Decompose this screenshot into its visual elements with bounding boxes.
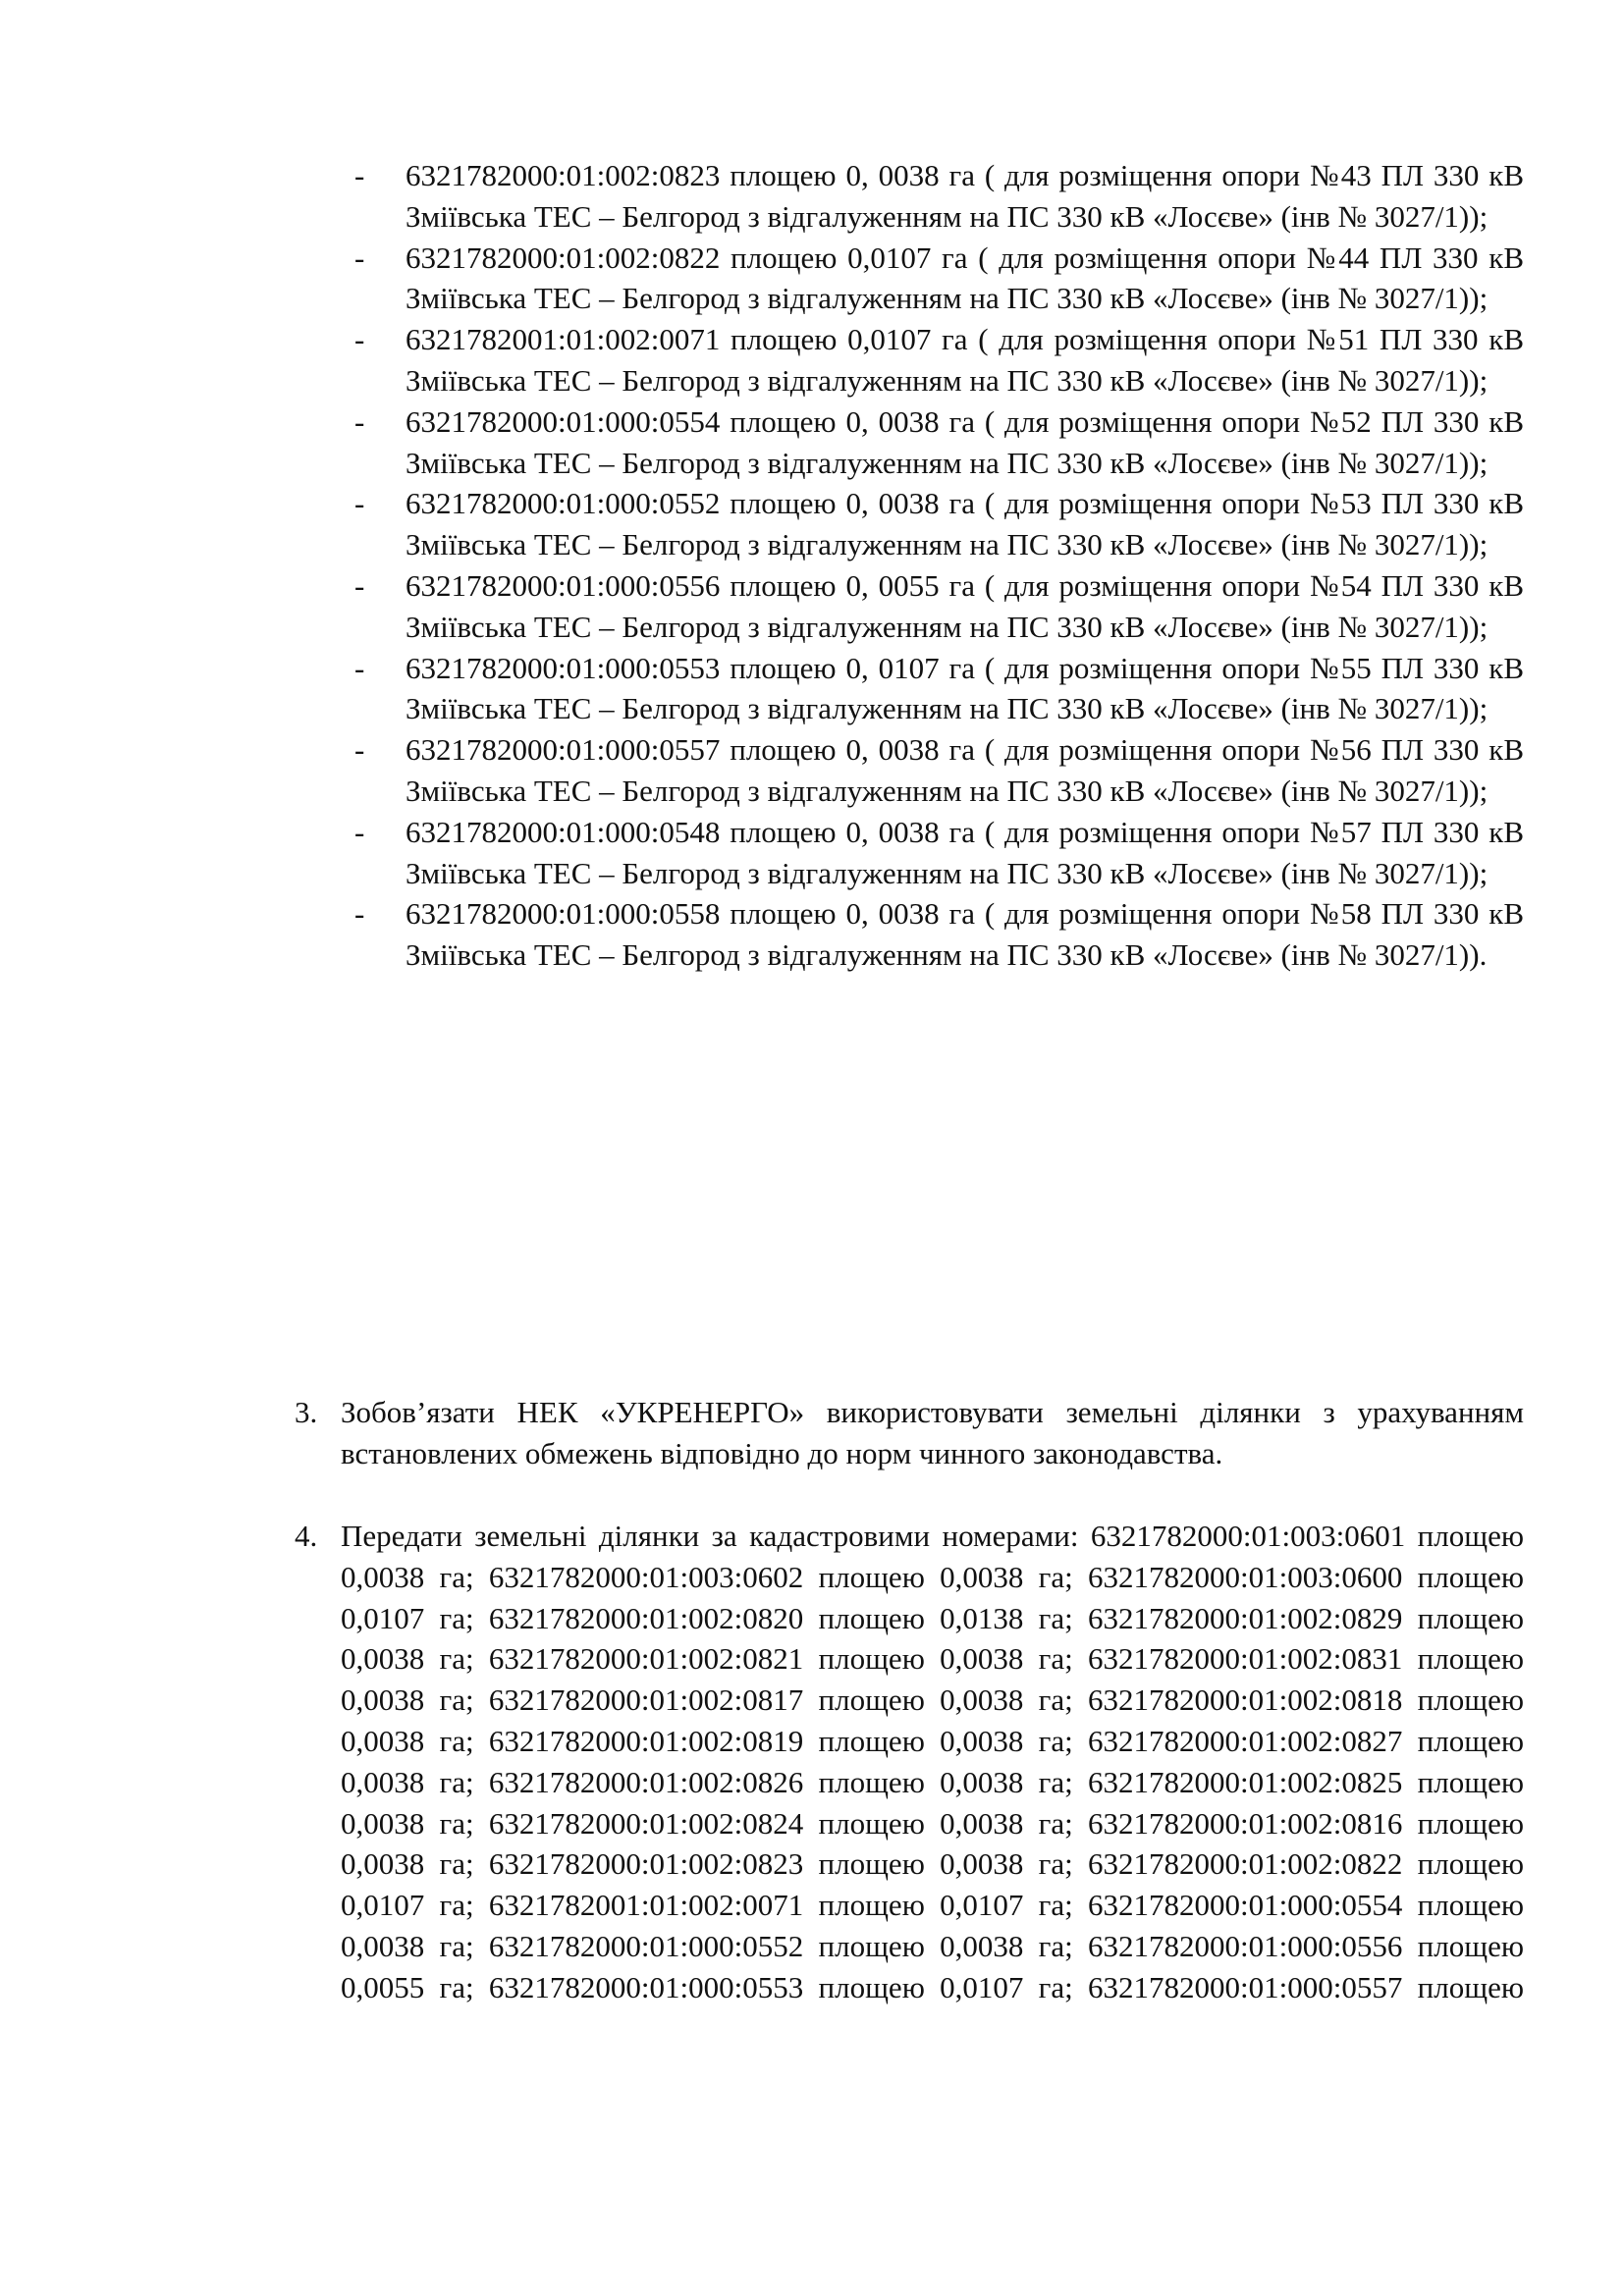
list-dash: - bbox=[354, 158, 365, 192]
parcel-text: 6321782000:01:002:0823 площею 0, 0038 га ( для розміщення опори №43 ПЛ 330 кВ Зміївська ТЕС – Белгород з відгалуженням на ПС 330 кВ «Лосєве» (інв № 3027/1)); bbox=[406, 158, 1524, 234]
parcel-item bbox=[351, 401, 1524, 484]
parcel-text: 6321782001:01:002:0071 площею 0,0107 га ( для розміщення опори №51 ПЛ 330 кВ Зміївська ТЕС – Белгород з відгалуженням на ПС 330 кВ «Лосєве» (інв № 3027/1)); bbox=[406, 322, 1524, 398]
parcel-item bbox=[351, 319, 1524, 401]
list-dash: - bbox=[354, 322, 365, 357]
parcel-item bbox=[351, 729, 1524, 812]
parcel-item bbox=[351, 483, 1524, 565]
list-dash: - bbox=[354, 567, 365, 603]
parcel-item bbox=[351, 648, 1524, 730]
parcel-text: 6321782000:01:002:0822 площею 0,0107 га ( для розміщення опори №44 ПЛ 330 кВ Зміївська ТЕС – Белгород з відгалуженням на ПС 330 кВ «Лосєве» (інв № 3027/1)); bbox=[406, 240, 1524, 316]
numbered-item-4 bbox=[295, 1516, 1524, 2008]
list-dash: - bbox=[354, 403, 365, 439]
parcel-text: 6321782000:01:000:0557 площею 0, 0038 га ( для розміщення опори №56 ПЛ 330 кВ Зміївська ТЕС – Белгород з відгалуженням на ПС 330 кВ «Лосєве» (інв № 3027/1)); bbox=[406, 732, 1524, 808]
item-number: 4. bbox=[295, 1519, 318, 1553]
list-dash: - bbox=[354, 896, 365, 932]
numbered-item-3 bbox=[295, 1392, 1524, 1474]
parcel-list bbox=[351, 155, 1524, 976]
parcel-item bbox=[351, 565, 1524, 648]
parcel-text: 6321782000:01:000:0558 площею 0, 0038 га ( для розміщення опори №58 ПЛ 330 кВ Зміївська ТЕС – Белгород з відгалуженням на ПС 330 кВ «Лосєве» (інв № 3027/1)). bbox=[406, 896, 1524, 973]
parcel-text: 6321782000:01:000:0554 площею 0, 0038 га ( для розміщення опори №52 ПЛ 330 кВ Зміївська ТЕС – Белгород з відгалуженням на ПС 330 кВ «Лосєве» (інв № 3027/1)); bbox=[406, 403, 1524, 480]
parcel-item bbox=[351, 155, 1524, 238]
parcel-text: 6321782000:01:000:0556 площею 0, 0055 га ( для розміщення опори №54 ПЛ 330 кВ Зміївська ТЕС – Белгород з відгалуженням на ПС 330 кВ «Лосєве» (інв № 3027/1)); bbox=[406, 567, 1524, 644]
parcel-item bbox=[351, 238, 1524, 320]
item-number: 3. bbox=[295, 1395, 318, 1429]
parcel-text: 6321782000:01:000:0553 площею 0, 0107 га ( для розміщення опори №55 ПЛ 330 кВ Зміївська ТЕС – Белгород з відгалуженням на ПС 330 кВ «Лосєве» (інв № 3027/1)); bbox=[406, 650, 1524, 726]
parcel-text: 6321782000:01:000:0552 площею 0, 0038 га ( для розміщення опори №53 ПЛ 330 кВ Зміївська ТЕС – Белгород з відгалуженням на ПС 330 кВ «Лосєве» (інв № 3027/1)); bbox=[406, 486, 1524, 562]
parcel-item bbox=[351, 893, 1524, 976]
obligation-text: Зобов’язати НЕК «УКРЕНЕРГО» використовувати земельні ділянки з урахуванням встановлених обмежень відповідно до норм чинного законодавства. bbox=[341, 1395, 1524, 1470]
list-dash: - bbox=[354, 486, 365, 521]
parcel-item bbox=[351, 812, 1524, 894]
list-dash: - bbox=[354, 240, 365, 275]
parcel-text: 6321782000:01:000:0548 площею 0, 0038 га ( для розміщення опори №57 ПЛ 330 кВ Зміївська ТЕС – Белгород з відгалуженням на ПС 330 кВ «Лосєве» (інв № 3027/1)); bbox=[406, 814, 1524, 890]
list-dash: - bbox=[354, 732, 365, 768]
transfer-text: Передати земельні ділянки за кадастровими номерами: 6321782000:01:003:0601 площею 0,0038 га; 6321782000:01:003:0602 площею 0,0038 га; 6321782000:01:003:0600 площею 0,0107 га; 6321782000:01:002:0820 площею 0,0138 га; 6321782000:01:002:0829 площею 0,0038 га; 6321782000:01:002:0821 площею 0,0038 га; 6321782000:01:002:0831 площею 0,0038 га; 6321782000:01:002:0817 площею 0,0038 га; 6321782000:01:002:0818 площею 0,0038 га; 6321782000:01:002:0819 площею 0,0038 га; 6321782000:01:002:0827 площею 0,0038 га; 6321782000:01:002:0826 площею 0,0038 га; 6321782000:01:002:0825 площею 0,0038 га; 6321782000:01:002:0824 площею 0,0038 га; 6321782000:01:002:0816 площею 0,0038 га; 6321782000:01:002:0823 площею 0,0038 га; 6321782000:01:002:0822 площею 0,0107 га; 6321782001:01:002:0071 площею 0,0107 га; 6321782000:01:000:0554 площею 0,0038 га; 6321782000:01:000:0552 площею 0,0038 га; 6321782000:01:000:0556 площею 0,0055 га; 6321782000:01:000:0553 площею 0,0107 га; 6321782000:01:000:0557 площею bbox=[341, 1519, 1524, 2004]
list-dash: - bbox=[354, 650, 365, 685]
list-dash: - bbox=[354, 814, 365, 849]
